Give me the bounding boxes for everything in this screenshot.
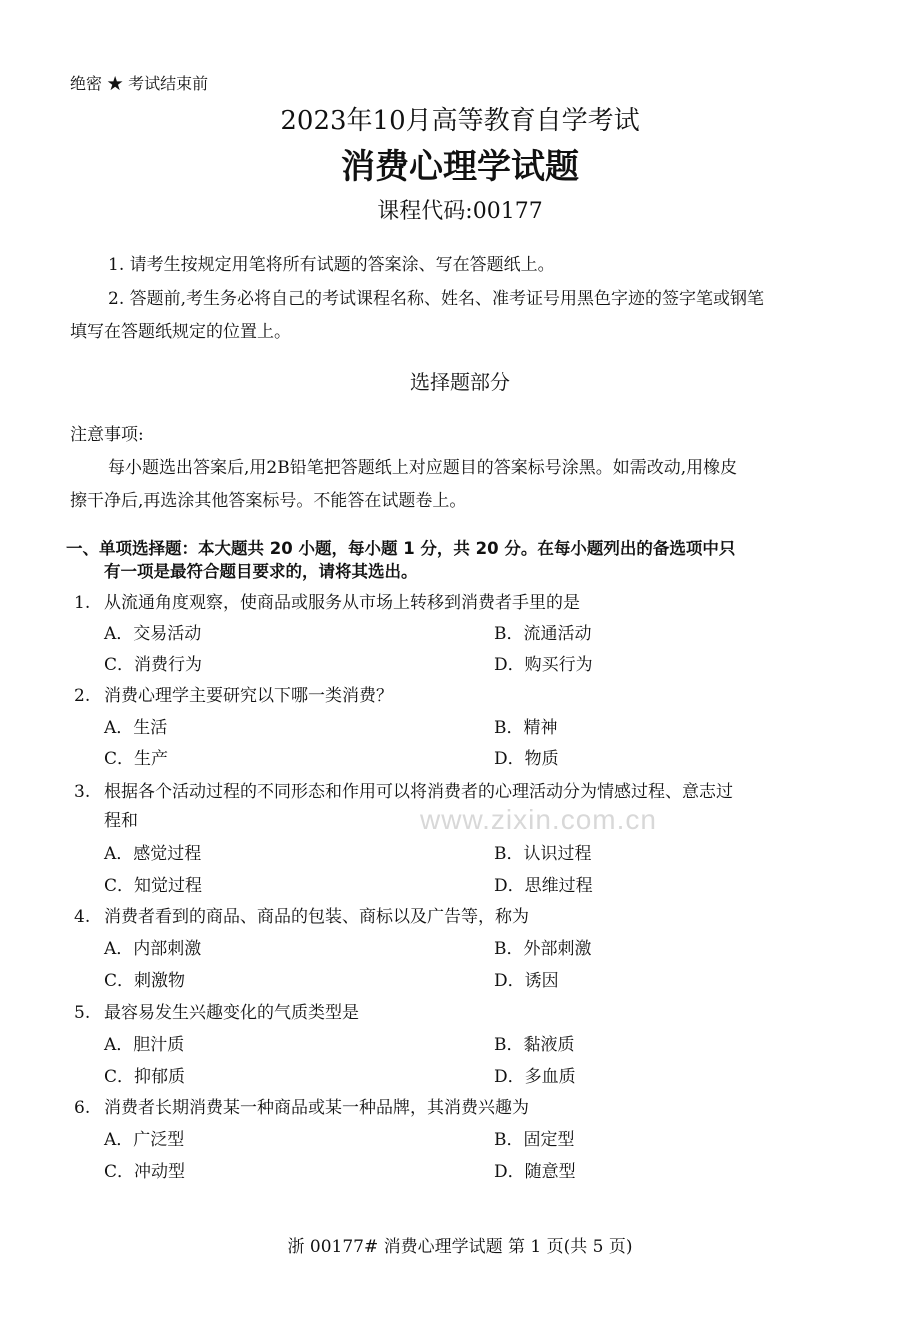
page-footer: 浙 00177# 消费心理学试题 第 1 页(共 5 页) <box>287 1237 633 1257</box>
question-number: 5. <box>74 1003 91 1023</box>
answer-option: C．刺激物 <box>104 971 186 991</box>
answer-option: B．流通活动 <box>494 624 592 644</box>
part-heading-cont: 有一项是最符合题目要求的，请将其选出。 <box>104 562 418 581</box>
answer-option: A．交易活动 <box>104 624 202 644</box>
exam-title: 2023年10月高等教育自学考试 <box>280 106 640 136</box>
confidential-label: 绝密 ★ 考试结束前 <box>70 74 209 93</box>
question-text: 从流通角度观察，使商品或服务从市场上转移到消费者手里的是 <box>104 593 580 613</box>
answer-option: A．生活 <box>104 718 168 738</box>
answer-option: C．抑郁质 <box>104 1067 186 1087</box>
answer-option: D．思维过程 <box>494 876 593 896</box>
answer-option: C．消费行为 <box>104 655 203 675</box>
answer-option: D．购买行为 <box>494 655 593 675</box>
subject-title: 消费心理学试题 <box>341 147 579 187</box>
question-number: 3. <box>74 782 91 802</box>
answer-option: B．黏液质 <box>494 1035 575 1055</box>
watermark: www.zixin.com.cn <box>420 804 657 835</box>
answer-option: A．内部刺激 <box>104 939 202 959</box>
question-number: 6. <box>74 1098 91 1118</box>
instruction-1: 1. 请考生按规定用笔将所有试题的答案涂、写在答题纸上。 <box>108 255 555 275</box>
answer-option: B．固定型 <box>494 1130 575 1150</box>
question-number: 4. <box>74 907 91 927</box>
question-number: 2. <box>74 686 91 706</box>
answer-option: A．胆汁质 <box>104 1035 185 1055</box>
answer-option: D．随意型 <box>494 1162 576 1182</box>
answer-option: A．感觉过程 <box>104 844 202 864</box>
instruction-2-cont: 填写在答题纸规定的位置上。 <box>70 322 291 342</box>
question-text: 消费心理学主要研究以下哪一类消费？ <box>104 686 393 706</box>
question-text: 根据各个活动过程的不同形态和作用可以将消费者的心理活动分为情感过程、意志过 <box>104 782 733 802</box>
question-text: 消费者长期消费某一种商品或某一种品牌，其消费兴趣为 <box>104 1098 529 1118</box>
course-code: 课程代码:00177 <box>377 199 543 224</box>
answer-option: D．物质 <box>494 749 559 769</box>
answer-option: A．广泛型 <box>104 1130 185 1150</box>
answer-option: C．知觉过程 <box>104 876 203 896</box>
notice-label: 注意事项: <box>70 425 144 445</box>
answer-option: B．外部刺激 <box>494 939 592 959</box>
instruction-2: 2. 答题前,考生务必将自己的考试课程名称、姓名、准考证号用黑色字迹的签字笔或钢笔 <box>108 289 765 309</box>
answer-option: C．冲动型 <box>104 1162 186 1182</box>
question-text: 消费者看到的商品、商品的包装、商标以及广告等，称为 <box>104 907 529 927</box>
notice-line: 擦干净后,再选涂其他答案标号。不能答在试题卷上。 <box>70 491 467 511</box>
answer-option: D．诱因 <box>494 971 559 991</box>
question-text: 最容易发生兴趣变化的气质类型是 <box>104 1003 359 1023</box>
section-title: 选择题部分 <box>410 370 510 394</box>
answer-option: B．精神 <box>494 718 558 738</box>
question-text-cont: 程和 <box>104 811 138 831</box>
answer-option: C．生产 <box>104 749 169 769</box>
question-number: 1. <box>74 593 91 613</box>
answer-option: D．多血质 <box>494 1067 576 1087</box>
notice-line: 每小题选出答案后,用2B铅笔把答题纸上对应题目的答案标号涂黑。如需改动,用橡皮 <box>108 458 738 478</box>
answer-option: B．认识过程 <box>494 844 592 864</box>
part-heading: 一、单项选择题：本大题共 20 小题，每小题 1 分，共 20 分。在每小题列出的备选项中只 <box>66 539 736 558</box>
